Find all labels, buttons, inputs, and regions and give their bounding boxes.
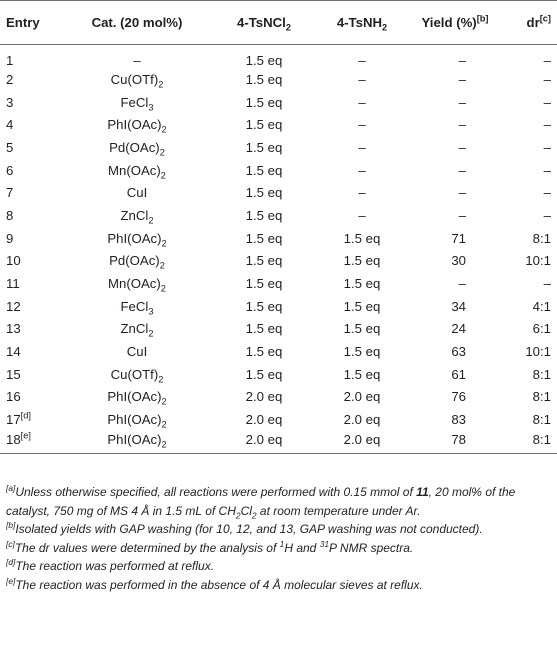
cell-dr: 6:1	[532, 321, 551, 337]
table-row	[0, 340, 557, 363]
cell-dr: 8:1	[532, 230, 551, 246]
cell-entry: 9	[6, 230, 14, 246]
cell-tsnh2: 2.0 eq	[343, 389, 381, 405]
cell-tsnh2: –	[358, 71, 366, 87]
cell-tsnh2: –	[358, 53, 366, 68]
cell-dr: 8:1	[502, 431, 557, 454]
cell-tsncl2: 1.5 eq	[245, 94, 283, 110]
cell-tsncl2: 1.5 eq	[245, 366, 283, 382]
cell-yield: 34	[451, 298, 466, 314]
table-row	[0, 295, 557, 318]
cell-tsnh2: 1.5 eq	[343, 276, 381, 292]
cell-dr: –	[543, 185, 551, 201]
cell-yield: –	[458, 276, 466, 292]
cell-tsncl2: 2.0 eq	[245, 389, 283, 405]
cell-entry: 17[d]	[6, 410, 31, 428]
cell-entry: 3	[6, 94, 14, 110]
cell-dr: 8:1	[532, 412, 551, 428]
header-catalyst: Cat. (20 mol%)	[62, 1, 212, 45]
footnote-d: [d]The reaction was performed at reflux.	[6, 557, 215, 573]
cell-yield: –	[458, 185, 466, 201]
cell-entry: 11	[6, 276, 20, 292]
cell-catalyst: FeCl$_3$	[120, 94, 154, 113]
cell-tsncl2: 1.5 eq	[245, 207, 283, 223]
cell-tsncl2: 2.0 eq	[245, 412, 283, 428]
cell-yield: 76	[451, 389, 466, 405]
cell-yield: 78	[408, 431, 502, 454]
table-row	[0, 204, 557, 227]
cell-dr: –	[543, 162, 551, 178]
cell-tsncl2: 1.5 eq	[245, 162, 283, 178]
cell-catalyst: CuI	[126, 185, 148, 201]
cell-yield: –	[458, 162, 466, 178]
cell-tsncl2: 1.5 eq	[245, 230, 283, 246]
cell-entry: 8	[6, 207, 14, 223]
cell-catalyst: $PhI(OAc)_2$	[62, 431, 212, 454]
cell-yield: –	[458, 139, 466, 155]
cell-entry: 10	[6, 253, 21, 269]
cell-tsncl2: 2.0 eq	[212, 431, 316, 454]
cell-yield: 71	[451, 230, 466, 246]
cell-yield: –	[458, 71, 466, 87]
cell-tsnh2: –	[358, 162, 366, 178]
cell-tsncl2: 1.5 eq	[245, 139, 283, 155]
cell-entry: 5	[6, 139, 14, 155]
cell-catalyst: $Mn(OAc)_2$	[108, 276, 166, 294]
cell-tsncl2: 1.5 eq	[245, 117, 283, 133]
cell-catalyst: ZnCl$_2$	[120, 321, 154, 340]
cell-catalyst: $PhI(OAc)_2$	[107, 230, 167, 249]
table-row	[0, 431, 557, 454]
cell-entry: 16	[6, 389, 21, 405]
cell-catalyst: –	[133, 53, 141, 68]
header-row	[0, 1, 557, 45]
table-body	[0, 45, 557, 454]
cell-catalyst: FeCl$_3$	[120, 298, 154, 317]
cell-entry: 13	[6, 321, 21, 337]
cell-entry: 7	[6, 185, 14, 201]
footnote-e: [e]The reaction was performed in the absence of 4 Å molecular sieves at reflux.	[6, 575, 423, 592]
cell-entry: 12	[6, 298, 21, 314]
cell-dr: 4:1	[532, 298, 551, 314]
cell-yield: 30	[451, 253, 466, 269]
cell-tsnh2: 1.5 eq	[343, 298, 381, 314]
cell-yield: –	[458, 94, 466, 110]
cell-tsncl2: 1.5 eq	[245, 53, 283, 68]
cell-dr: 10:1	[525, 253, 551, 269]
cell-tsnh2: –	[358, 185, 366, 201]
cell-tsncl2: 1.5 eq	[245, 344, 283, 360]
cell-dr: –	[543, 276, 551, 292]
header-entry: Entry	[0, 1, 62, 45]
cell-catalyst: CuI	[126, 344, 148, 360]
cell-catalyst: $Cu(OTf)_2$	[110, 71, 164, 90]
header-tsnh2: 4-TsNH$_2$	[316, 1, 408, 45]
table-row	[0, 386, 557, 409]
cell-entry: 2	[6, 71, 14, 87]
cell-dr: –	[543, 94, 551, 110]
cell-tsnh2: 1.5 eq	[343, 253, 381, 269]
cell-dr: –	[543, 139, 551, 155]
table-row	[0, 227, 557, 250]
cell-yield: 83	[451, 412, 466, 428]
cell-tsncl2: 1.5 eq	[245, 298, 283, 314]
footnote-b: [b]Isolated yields with GAP washing (for 10, 12, and 13, GAP washing was not conducted).	[6, 520, 483, 536]
cell-yield: 63	[451, 344, 466, 360]
cell-catalyst: $PhI(OAc)_2$	[107, 117, 167, 135]
footnote-a: [a]Unless otherwise specified, all reactions were performed with 0.15 mmol of 11, 20 mol% of the catalyst, 750 mg of MS 4 Å in 1.5 mL of $CH_2Cl_2$ at room temperature under Ar.	[6, 483, 516, 520]
cell-entry: 4	[6, 117, 14, 133]
cell-yield: 24	[451, 321, 466, 337]
cell-dr: –	[543, 53, 551, 68]
cell-dr: –	[543, 117, 551, 133]
footnotes	[6, 483, 554, 594]
cell-dr: –	[543, 71, 551, 87]
cell-yield: 61	[451, 366, 466, 382]
cell-yield: –	[458, 207, 466, 223]
cell-tsnh2: 2.0 eq	[316, 431, 408, 454]
table-row	[0, 408, 557, 431]
cell-tsnh2: –	[358, 207, 366, 223]
cell-dr: 8:1	[532, 366, 551, 382]
table-row	[0, 113, 557, 136]
cell-tsnh2: –	[358, 94, 366, 110]
cell-dr: 8:1	[532, 389, 551, 405]
cell-catalyst: $Cu(OTf)_2$	[110, 366, 164, 385]
cell-tsnh2: 1.5 eq	[343, 230, 381, 246]
cell-entry: 14	[6, 344, 21, 360]
cell-tsncl2: 1.5 eq	[245, 253, 283, 269]
cell-tsnh2: 2.0 eq	[343, 412, 381, 428]
table-row	[0, 250, 557, 273]
table-row	[0, 45, 557, 69]
cell-tsnh2: 1.5 eq	[343, 344, 381, 360]
cell-yield: –	[458, 53, 466, 68]
cell-tsnh2: 1.5 eq	[343, 366, 381, 382]
cell-entry: 6	[6, 162, 14, 178]
header-yield: Yield (%)[b]	[408, 1, 502, 45]
footnote-c: [c]The dr values were determined by the analysis of $^1$H and $^{31}$P NMR spectra.	[6, 538, 414, 555]
cell-entry: 18[e]	[0, 431, 62, 454]
table-row	[0, 318, 557, 341]
cell-tsnh2: –	[358, 139, 366, 155]
header-tsncl2: 4-TsNCl$_2$	[212, 1, 316, 45]
table-row	[0, 363, 557, 386]
cell-tsncl2: 1.5 eq	[245, 71, 283, 87]
header-dr: dr[c]	[502, 1, 557, 45]
cell-tsncl2: 1.5 eq	[245, 321, 283, 337]
cell-catalyst: $Pd(OAc)_2$	[109, 253, 165, 271]
cell-yield: –	[458, 117, 466, 133]
table-row	[0, 136, 557, 159]
table-row	[0, 68, 557, 91]
cell-tsncl2: 1.5 eq	[245, 276, 283, 292]
cell-dr: –	[543, 207, 551, 223]
cell-catalyst: $Pd(OAc)_2$	[109, 139, 165, 158]
table-row	[0, 91, 557, 114]
table-row	[0, 181, 557, 204]
cell-tsncl2: 1.5 eq	[245, 185, 283, 201]
cell-tsnh2: 1.5 eq	[343, 321, 381, 337]
cell-entry: 15	[6, 366, 21, 382]
cell-dr: 10:1	[525, 344, 551, 360]
cell-catalyst: $Mn(OAc)_2$	[108, 162, 166, 181]
cell-tsnh2: –	[358, 117, 366, 133]
cell-catalyst: $PhI(OAc)_2$	[107, 389, 167, 408]
table-row	[0, 159, 557, 182]
cell-entry: 1	[6, 53, 14, 68]
cell-catalyst: ZnCl$_2$	[120, 207, 154, 226]
table-row	[0, 272, 557, 295]
cell-catalyst: $PhI(OAc)_2$	[107, 412, 167, 430]
